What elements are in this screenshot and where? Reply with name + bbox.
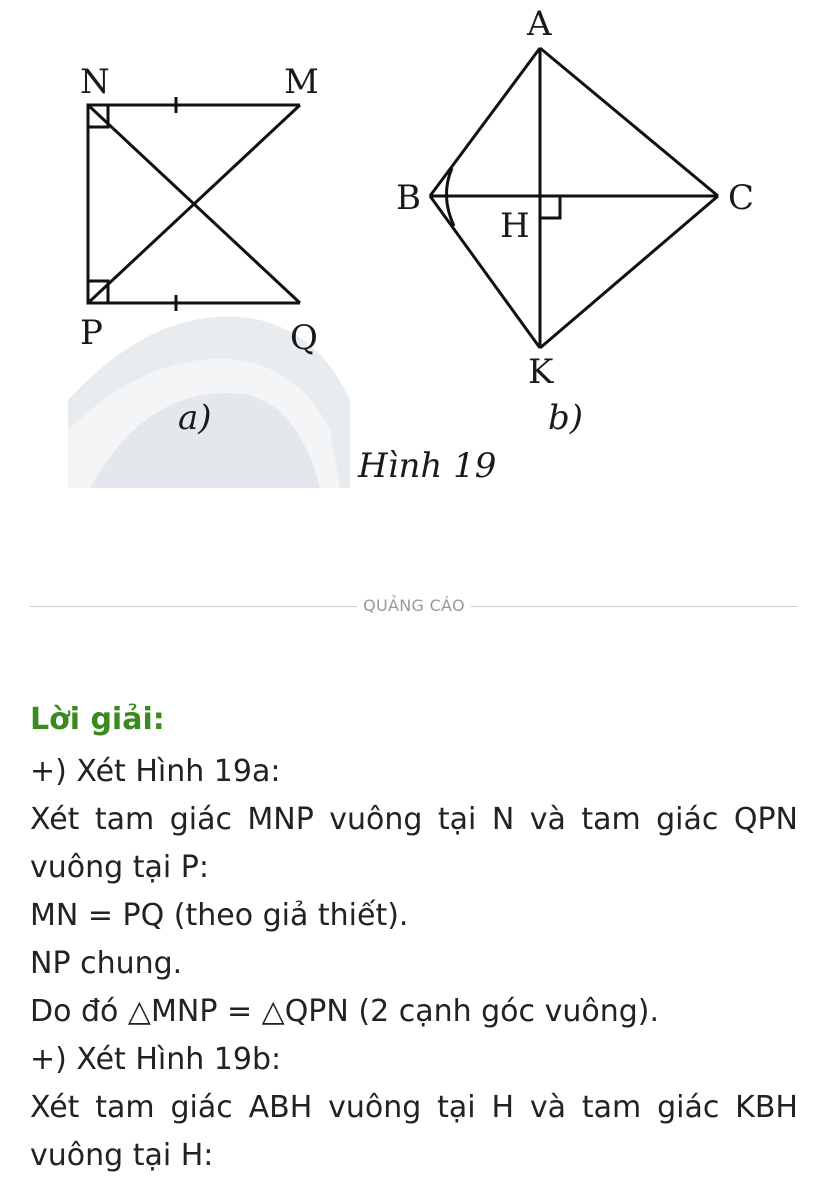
segment-ab	[430, 48, 540, 196]
figure-b	[430, 48, 718, 348]
solution-line: NP chung.	[30, 946, 183, 981]
solution-line: +) Xét Hình 19a:	[30, 754, 281, 789]
ad-label: QUẢNG CÁO	[357, 596, 471, 615]
ad-label-wrap	[30, 596, 798, 615]
geometry-figure	[0, 0, 828, 520]
label-h: H	[500, 206, 530, 246]
caption-b: b)	[548, 398, 584, 438]
segment-kc	[540, 196, 718, 348]
solution-line: MN = PQ (theo giả thiết).	[30, 898, 409, 933]
figure-a	[88, 97, 300, 311]
solution-line: Xét tam giác MNP vuông tại N và tam giác QPN vuông tại P:	[30, 802, 798, 885]
label-c: C	[728, 178, 755, 218]
ad-separator	[30, 592, 798, 620]
right-angle-h	[540, 196, 560, 218]
solution-line: Do đó △MNP = △QPN (2 cạnh góc vuông).	[30, 994, 659, 1029]
figure-19	[0, 0, 828, 520]
figure-title: Hình 19	[358, 446, 497, 486]
solution-heading: Lời giải:	[30, 702, 165, 737]
segment-ac	[540, 48, 718, 196]
solution	[30, 700, 798, 1180]
label-p: P	[80, 313, 103, 353]
label-m: M	[284, 62, 319, 102]
label-b: B	[396, 178, 421, 218]
label-q: Q	[290, 318, 318, 358]
label-n: N	[80, 62, 110, 102]
label-a: A	[527, 4, 552, 44]
caption-a: a)	[178, 398, 212, 438]
solution-line: Xét tam giác ABH vuông tại H và tam giác KBH vuông tại H:	[30, 1090, 798, 1173]
label-k: K	[528, 352, 554, 392]
solution-line: +) Xét Hình 19b:	[30, 1042, 282, 1077]
